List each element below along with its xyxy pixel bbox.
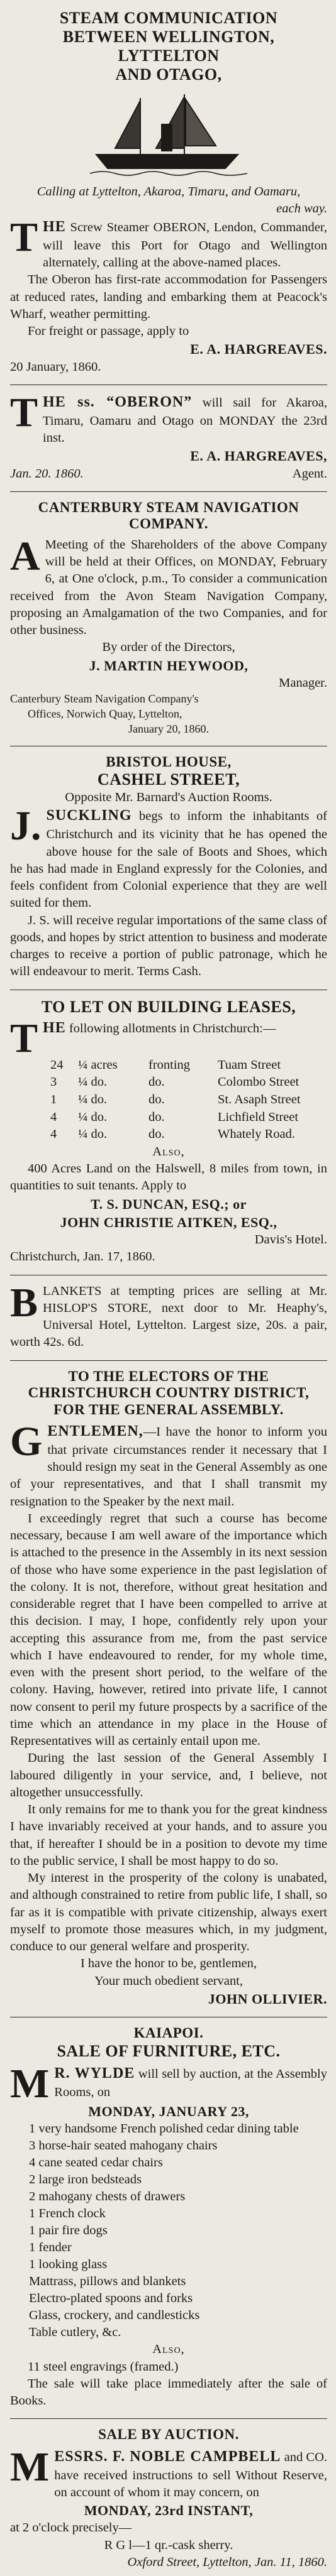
ad-heading: BRISTOL HOUSE, [106,753,232,770]
canterbury-steam-ad [10,496,327,742]
ad-body: MESSRS. F. NOBLE CAMPBELL and CO. have received instructions to sell Without Reserve, on account of whom it may concern, on [10,2443,328,2499]
ad-heading: KAIAPOI. [133,2025,204,2041]
ad-heading: TO THE ELECTORS OF THE [68,1368,269,1384]
ad-date: 20 January, 1860. [10,359,101,374]
ad-address: Offices, Norwich Quay, Lyttelton, [28,707,182,720]
ad-body: GENTLEMEN,—I have the honor to inform you that private circumstances render it necessary that I should resign my seat in the General Assembly as one of your representatives, and that I shall transmit my resignation to the Speaker by the next mail. [10,1418,327,1509]
ad-heading: AND OTAGO, [115,65,222,84]
electors-address [10,1365,327,2013]
ad-body: For freight or passage, apply to [28,324,189,339]
blankets-ad [10,1279,327,1356]
ad-heading: STEAM COMMUNICATION [59,9,278,27]
ad-order: By order of the Directors, [102,640,235,655]
ad-heading: CANTERBURY STEAM NAVIGATION [38,499,300,515]
kaiapoi-furniture-ad [10,2021,327,2415]
ad-body: 400 Acres Land on the Halswell, 8 miles from town, in quantities to suit tenants. Apply to [10,1162,327,1193]
list-item: 2 large iron bedsteads [29,2172,142,2186]
ad-address: Canterbury Steam Navigation Company's [10,692,199,705]
list-item: Mattrass, pillows and blankets [29,2274,186,2289]
ad-body: 11 steel engravings (framed.) [28,2359,179,2374]
bristol-house-ad [10,750,327,986]
ad-body: I exceedingly regret that such a course has become necessary, because I am well aware of the importance which is attached to the presence in the Assembly in its next session of those who have some experience in the past legislation of the colony. It is not, therefore, without great hesitation and considerable regret that I have been compelled to arrive at this decision. I may, I hope, confidently rely upon your accepting this assurance from me, from the past service which I have endeavoured to render, for my whole time, even with the present short period, to the welfare of the colony. Having, however, retired into private life, I cannot now consent to peril my future prospects by a sacrifice of the time which an attendance in my place in the House of Representatives will as certainly entail upon me. [10,1511,327,1749]
sale-time: at 2 o'clock precisely— [10,2521,132,2535]
contact-name: JOHN CHRISTIE AITKEN, ESQ., [60,1214,277,1230]
ad-body: M R. WYLDE will sell by auction, at the Assembly Rooms, on [10,2061,328,2107]
ad-body: My interest in the prosperity of the colony is unabated, and although constrained to retire from public life, I shall, so far as it is compatible with private citizenship, always exert myself to promote those measures which, in my judgment, conduce to our general welfare and prosperity. [10,1871,327,1954]
list-item: Glass, crockery, and candlesticks [29,2308,200,2323]
ad-date: January 20, 1860. [128,722,209,735]
list-item: 1 pair fire dogs [29,2224,108,2238]
agent-name: E. A. HARGREAVES, [190,448,327,464]
list-item: 1 very handsome French polished cedar dining table [29,2121,299,2136]
allotment-row: 4 ¼ do. do. Lichfield Street [50,1110,299,1124]
to-let-ad [10,994,327,1271]
ad-heading: COMPANY. [128,516,209,532]
sale-date: MONDAY, JANUARY 23, [88,2103,249,2119]
also-label: Also, [152,1144,185,1159]
ad-body: It only remains for me to thank you for the great kindness I have invariably received at your hands, and to assure you that, if hereafter I should be in a position to devote my time to the public service, I shall be most happy to do so. [10,1803,327,1868]
ad-body: A Meeting of the Shareholders of the above Company will be held at their Offices, on MONDAY, February 6, at One o'clock, p.m., To consider a communication received from the Avon Steam Navigation Company, proposing an Amalgamation of the two Companies, and for other business. [10,533,327,637]
ad-heading: CASHEL STREET, [97,770,240,789]
ad-date-line: Jan. 20. 1860. Agent. [10,466,327,481]
list-item: 1 fender [29,2240,72,2255]
ad-date: Oxford Street, Lyttelton, Jan. 11, 1860. [127,2555,327,2569]
list-item: Electro-plated spoons and forks [29,2291,193,2306]
calling-line: Calling at Lyttelton, Akaroa, Timaru, and Oamaru, [36,184,301,199]
divider [10,1360,327,1361]
divider [10,491,327,492]
sale-date: MONDAY, 23rd INSTANT, [84,2502,254,2519]
ad-heading: FOR THE GENERAL ASSEMBLY. [53,1401,284,1417]
list-item: 4 cane seated cedar chairs [29,2155,163,2169]
list-item: 2 mahogany chests of drawers [29,2189,186,2203]
contact-name: T. S. DUNCAN, ESQ.; or [91,1196,247,1212]
ad-subheading: Opposite Mr. Barnard's Auction Rooms. [65,790,272,805]
ad-body: THE following allotments in Christchurch:— [10,1015,276,1062]
list-item: 1 looking glass [29,2257,108,2272]
ad-heading: BETWEEN WELLINGTON, LYTTELTON [62,27,275,65]
closing-line: I have the honor to be, gentlemen, [80,1957,257,1971]
ad-body: The Oberon has first-rate accommodation for Passengers at reduced rates, landing and embarking them at Peacock's Wharf, weather permitting. [10,273,327,321]
contact-place: Davis's Hotel. [254,1233,327,1247]
ad-body: The sale will take place immediately after the sale of Books. [10,2376,327,2408]
calling-line: each way. [276,201,327,216]
also-label: Also, [152,2342,185,2357]
signer-name: JOHN OLLIVIER. [208,1990,327,2007]
steam-communication-ad [10,5,327,381]
list-item: 1 French clock [29,2207,106,2221]
ad-body: BLANKETS at tempting prices are selling at Mr. HISLOP'S STORE, next door to Mr. Heaphy's, Universal Hotel, Lyttelton. Largest size, 20s. a pair, worth 42s. 6d. [10,1279,327,1350]
agent-name: E. A. HARGREAVES. [190,341,327,357]
allotment-row: 4 ¼ do. do. Whately Road. [50,1127,295,1142]
ad-body: THE ss. “OBERON” will sail for Akaroa, Timaru, Oamaru and Otago on MONDAY the 23rd inst. [10,389,328,445]
allotment-row: 1 ¼ do. do. St. Asaph Street [50,1092,301,1106]
allotment-row: 24 ¼ acres fronting Tuam Street [50,1057,281,1072]
ad-heading: SALE BY AUCTION. [98,2426,239,2443]
list-item: 3 horse-hair seated mahogany chairs [29,2138,218,2153]
ad-body: J. S. will receive regular importations of the same class of goods, and hopes by strict attention to business and moderate charges to receive a portion of public patronage, which he will endeavour to merit. Terms Cash. [10,913,327,979]
sale-goods: R G l—1 qr.-cask sherry. [104,2538,233,2552]
divider [10,2418,327,2419]
ad-body: THE Screw Steamer OBERON, Lendon, Commander, will leave this Port for Otago and Wellington alternately, calling at the above-named places. [10,214,328,270]
ad-heading: CHRISTCHURCH COUNTRY DISTRICT, [28,1385,310,1401]
steamship-illustration [90,85,247,180]
signer-role: Manager. [279,675,327,690]
ad-heading: TO LET ON BUILDING LEASES, [41,997,296,1016]
ad-body: J. SUCKLING begs to inform the inhabitants of Christchurch and its vicinity that he has opened the above house for the sale of Boots and Shoes, which he has had made in England expressly for the Colonies, and feels confident from Colonial experience that they are well suited for them. [10,803,327,910]
sale-by-auction-ad [10,2423,327,2576]
ad-date: Christchurch, Jan. 17, 1860. [10,1250,155,1264]
ad-heading: SALE OF FURNITURE, ETC. [57,2041,281,2060]
list-item: Table cutlery, &c. [29,2325,121,2340]
allotment-row: 3 ¼ do. do. Colombo Street [50,1075,300,1089]
allotments-table [10,1057,327,1143]
oberon-ad [10,389,327,488]
ad-body: During the last session of the General Assembly I laboured diligently in your service, and, I believe, not altogether unsuccessfully. [10,1751,327,1799]
signer-name: J. MARTIN HEYWOOD, [89,657,249,674]
closing-line: Your much obedient servant, [94,1973,243,1988]
furniture-list [10,2120,327,2342]
